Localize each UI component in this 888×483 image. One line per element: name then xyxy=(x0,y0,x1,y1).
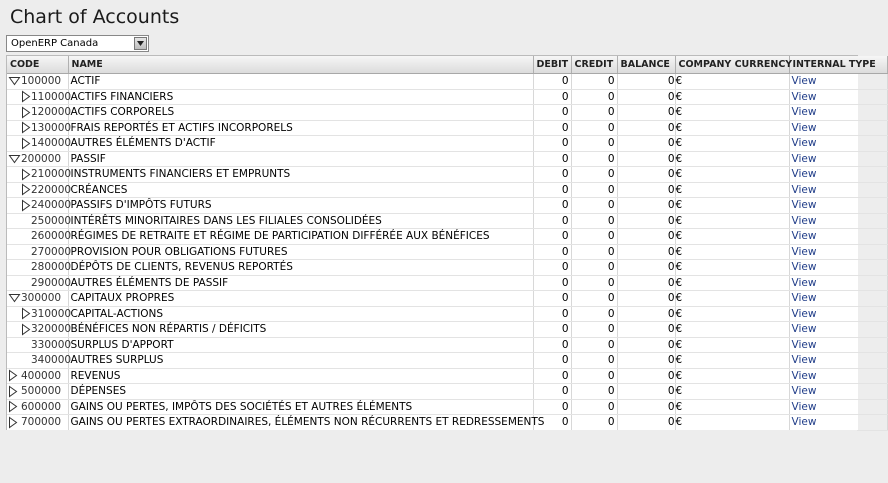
table-row[interactable] xyxy=(7,353,887,369)
company-currency-cell: € xyxy=(675,136,789,152)
account-code: 120000 xyxy=(31,106,72,119)
account-code-cell xyxy=(7,120,72,136)
company-currency-cell: € xyxy=(675,244,789,260)
balance-cell xyxy=(617,337,675,353)
credit-cell: 0 xyxy=(571,229,617,245)
account-code: 270000 xyxy=(31,245,72,258)
table-header-row xyxy=(7,56,887,74)
balance-value: 0 xyxy=(667,121,675,134)
account-code-cell xyxy=(7,322,72,338)
balance-cell xyxy=(617,229,675,245)
balance-value: 0 xyxy=(667,230,675,243)
account-code-cell xyxy=(7,399,68,415)
debit-cell: 0 xyxy=(533,229,571,245)
account-name-cell: GAINS OU PERTES, IMPÔTS DES SOCIÉTÉS ET AUTRES ÉLÉMENTS xyxy=(68,399,533,415)
account-code: 400000 xyxy=(21,369,62,382)
column-header-code[interactable]: CODE xyxy=(7,56,68,74)
debit-cell: 0 xyxy=(533,213,571,229)
company-currency-cell: € xyxy=(675,198,789,214)
account-name-cell: GAINS OU PERTES EXTRAORDINAIRES, ÉLÉMENTS NON RÉCURRENTS ET REDRESSEMENTS xyxy=(68,415,533,431)
debit-cell: 0 xyxy=(533,105,571,121)
account-code: 100000 xyxy=(21,75,62,88)
table-row[interactable] xyxy=(7,136,887,152)
account-code: 110000 xyxy=(31,90,72,103)
table-row[interactable] xyxy=(7,213,887,229)
credit-cell: 0 xyxy=(571,337,617,353)
debit-cell: 0 xyxy=(533,291,571,307)
balance-cell xyxy=(617,74,675,90)
internal-type-cell: View xyxy=(789,136,887,152)
debit-cell: 0 xyxy=(533,368,571,384)
company-currency-cell: € xyxy=(675,384,789,400)
table-row[interactable] xyxy=(7,89,887,105)
internal-type-cell: View xyxy=(789,244,887,260)
account-code-cell xyxy=(7,415,68,431)
debit-cell: 0 xyxy=(533,151,571,167)
debit-cell: 0 xyxy=(533,322,571,338)
account-code: 140000 xyxy=(31,137,72,150)
account-code-cell xyxy=(7,229,72,245)
account-code-cell xyxy=(7,74,68,90)
account-name-cell: INTÉRÊTS MINORITAIRES DANS LES FILIALES CONSOLIDÉES xyxy=(68,213,533,229)
column-header-internal-type[interactable]: INTERNAL TYPE xyxy=(789,56,887,74)
balance-cell xyxy=(617,151,675,167)
account-code: 700000 xyxy=(21,416,62,429)
table-row[interactable] xyxy=(7,260,887,276)
balance-cell xyxy=(617,213,675,229)
balance-cell xyxy=(617,306,675,322)
balance-cell xyxy=(617,353,675,369)
debit-cell: 0 xyxy=(533,120,571,136)
credit-cell: 0 xyxy=(571,384,617,400)
table-row[interactable] xyxy=(7,291,887,307)
accounts-tree-grid xyxy=(6,55,876,431)
account-name-cell: ACTIFS FINANCIERS xyxy=(68,89,533,105)
expand-triangle-icon[interactable] xyxy=(22,138,31,149)
account-code: 330000 xyxy=(31,338,72,351)
internal-type-cell: View xyxy=(789,322,887,338)
internal-type-cell: View xyxy=(789,213,887,229)
expand-triangle-icon[interactable] xyxy=(22,107,31,118)
collapse-triangle-icon[interactable] xyxy=(9,294,21,302)
debit-cell: 0 xyxy=(533,244,571,260)
account-name-cell: INSTRUMENTS FINANCIERS ET EMPRUNTS xyxy=(68,167,533,183)
company-currency-cell: € xyxy=(675,306,789,322)
balance-value: 0 xyxy=(667,90,675,103)
account-name-cell: FRAIS REPORTÉS ET ACTIFS INCORPORELS xyxy=(68,120,533,136)
company-currency-cell: € xyxy=(675,415,789,431)
account-code: 320000 xyxy=(31,323,72,336)
credit-cell: 0 xyxy=(571,213,617,229)
table-row[interactable] xyxy=(7,167,887,183)
table-row[interactable] xyxy=(7,337,887,353)
balance-value: 0 xyxy=(667,276,675,289)
debit-cell: 0 xyxy=(533,167,571,183)
empty-area xyxy=(0,430,857,483)
balance-value: 0 xyxy=(667,106,675,119)
table-row[interactable] xyxy=(7,182,887,198)
credit-cell: 0 xyxy=(571,260,617,276)
balance-cell xyxy=(617,275,675,291)
debit-cell: 0 xyxy=(533,260,571,276)
company-currency-cell: € xyxy=(675,74,789,90)
account-name-cell: PASSIF xyxy=(68,151,533,167)
account-name-cell: SURPLUS D'APPORT xyxy=(68,337,533,353)
page-title: Chart of Accounts xyxy=(10,6,180,28)
company-currency-cell: € xyxy=(675,167,789,183)
balance-value: 0 xyxy=(667,261,675,274)
expand-triangle-icon[interactable] xyxy=(22,308,31,319)
balance-value: 0 xyxy=(667,214,675,227)
balance-value: 0 xyxy=(667,199,675,212)
balance-value: 0 xyxy=(667,183,675,196)
debit-cell: 0 xyxy=(533,384,571,400)
column-header-credit[interactable]: CREDIT xyxy=(571,56,617,74)
balance-value: 0 xyxy=(667,323,675,336)
account-code-cell xyxy=(7,384,68,400)
account-code-cell xyxy=(7,89,72,105)
balance-value: 0 xyxy=(667,168,675,181)
company-currency-cell: € xyxy=(675,291,789,307)
debit-cell: 0 xyxy=(533,306,571,322)
account-name-cell: AUTRES SURPLUS xyxy=(68,353,533,369)
internal-type-cell: View xyxy=(789,198,887,214)
expand-triangle-icon[interactable] xyxy=(22,200,31,211)
account-code: 340000 xyxy=(31,354,72,367)
account-code: 240000 xyxy=(31,199,72,212)
account-code-cell xyxy=(7,353,72,369)
credit-cell: 0 xyxy=(571,244,617,260)
debit-cell: 0 xyxy=(533,337,571,353)
company-currency-cell: € xyxy=(675,89,789,105)
balance-value: 0 xyxy=(667,152,675,165)
company-currency-cell: € xyxy=(675,337,789,353)
account-code-cell xyxy=(7,306,72,322)
table-row[interactable] xyxy=(7,120,887,136)
credit-cell: 0 xyxy=(571,105,617,121)
accounts-table xyxy=(7,56,888,431)
balance-cell xyxy=(617,198,675,214)
balance-cell xyxy=(617,120,675,136)
credit-cell: 0 xyxy=(571,120,617,136)
balance-cell xyxy=(617,322,675,338)
balance-cell xyxy=(617,136,675,152)
company-currency-cell: € xyxy=(675,368,789,384)
company-currency-cell: € xyxy=(675,213,789,229)
balance-value: 0 xyxy=(667,75,675,88)
internal-type-cell: View xyxy=(789,337,887,353)
credit-cell: 0 xyxy=(571,151,617,167)
credit-cell: 0 xyxy=(571,322,617,338)
expand-triangle-icon[interactable] xyxy=(22,169,31,180)
internal-type-cell: View xyxy=(789,151,887,167)
column-header-balance[interactable]: BALANCE xyxy=(617,56,675,74)
expand-triangle-icon[interactable] xyxy=(9,370,21,381)
account-code-cell xyxy=(7,182,72,198)
balance-cell xyxy=(617,244,675,260)
internal-type-cell: View xyxy=(789,415,887,431)
account-code: 300000 xyxy=(21,292,62,305)
account-name-cell: ACTIFS CORPORELS xyxy=(68,105,533,121)
balance-value: 0 xyxy=(667,385,675,398)
balance-value: 0 xyxy=(667,245,675,258)
table-row[interactable] xyxy=(7,151,887,167)
accounts-table-body xyxy=(7,74,887,431)
company-currency-cell: € xyxy=(675,353,789,369)
balance-value: 0 xyxy=(667,292,675,305)
credit-cell: 0 xyxy=(571,353,617,369)
expand-triangle-icon[interactable] xyxy=(22,184,31,195)
account-code: 200000 xyxy=(21,152,62,165)
balance-value: 0 xyxy=(667,369,675,382)
dropdown-arrow-icon[interactable] xyxy=(134,37,147,50)
table-row[interactable] xyxy=(7,74,887,90)
account-code: 290000 xyxy=(31,276,72,289)
account-name-cell: RÉGIMES DE RETRAITE ET RÉGIME DE PARTICIPATION DIFFÉRÉE AUX BÉNÉFICES xyxy=(68,229,533,245)
debit-cell: 0 xyxy=(533,74,571,90)
table-row[interactable] xyxy=(7,384,887,400)
company-currency-cell: € xyxy=(675,260,789,276)
company-currency-cell: € xyxy=(675,399,789,415)
balance-value: 0 xyxy=(667,338,675,351)
company-currency-cell: € xyxy=(675,322,789,338)
account-name-cell: ACTIF xyxy=(68,74,533,90)
expand-triangle-icon[interactable] xyxy=(22,122,31,133)
balance-cell xyxy=(617,260,675,276)
internal-type-cell: View xyxy=(789,167,887,183)
account-code-cell xyxy=(7,260,72,276)
account-code: 250000 xyxy=(31,214,72,227)
expand-triangle-icon[interactable] xyxy=(22,91,31,102)
debit-cell: 0 xyxy=(533,89,571,105)
company-currency-cell: € xyxy=(675,120,789,136)
table-row[interactable] xyxy=(7,244,887,260)
balance-value: 0 xyxy=(667,416,675,429)
balance-cell xyxy=(617,368,675,384)
table-row[interactable] xyxy=(7,275,887,291)
account-code: 260000 xyxy=(31,230,72,243)
balance-value: 0 xyxy=(667,137,675,150)
company-select-value: OpenERP Canada xyxy=(11,38,99,49)
internal-type-cell: View xyxy=(789,120,887,136)
internal-type-cell: View xyxy=(789,105,887,121)
table-row[interactable] xyxy=(7,399,887,415)
company-currency-cell: € xyxy=(675,182,789,198)
account-code-cell xyxy=(7,105,72,121)
account-code: 310000 xyxy=(31,307,72,320)
internal-type-cell: View xyxy=(789,291,887,307)
credit-cell: 0 xyxy=(571,415,617,431)
account-code-cell xyxy=(7,244,72,260)
internal-type-cell: View xyxy=(789,384,887,400)
balance-cell xyxy=(617,89,675,105)
credit-cell: 0 xyxy=(571,167,617,183)
account-name-cell: CAPITAL-ACTIONS xyxy=(68,306,533,322)
expand-triangle-icon[interactable] xyxy=(9,386,21,397)
expand-triangle-icon[interactable] xyxy=(22,324,31,335)
company-currency-cell: € xyxy=(675,229,789,245)
account-code-cell xyxy=(7,275,72,291)
table-row[interactable] xyxy=(7,306,887,322)
account-name-cell: DÉPÔTS DE CLIENTS, REVENUS REPORTÉS xyxy=(68,260,533,276)
account-name-cell: REVENUS xyxy=(68,368,533,384)
table-row[interactable] xyxy=(7,322,887,338)
table-row[interactable] xyxy=(7,368,887,384)
account-name-cell: PROVISION POUR OBLIGATIONS FUTURES xyxy=(68,244,533,260)
debit-cell: 0 xyxy=(533,198,571,214)
account-code-cell xyxy=(7,167,72,183)
account-code-cell xyxy=(7,368,68,384)
balance-value: 0 xyxy=(667,307,675,320)
internal-type-cell: View xyxy=(789,353,887,369)
account-code-cell xyxy=(7,198,72,214)
balance-cell xyxy=(617,167,675,183)
expand-triangle-icon[interactable] xyxy=(9,417,21,428)
credit-cell: 0 xyxy=(571,74,617,90)
company-currency-cell: € xyxy=(675,151,789,167)
table-row[interactable] xyxy=(7,229,887,245)
credit-cell: 0 xyxy=(571,306,617,322)
credit-cell: 0 xyxy=(571,399,617,415)
internal-type-cell: View xyxy=(789,74,887,90)
account-code-cell xyxy=(7,151,68,167)
balance-value: 0 xyxy=(667,354,675,367)
internal-type-cell: View xyxy=(789,275,887,291)
account-code-cell xyxy=(7,337,72,353)
account-code-cell xyxy=(7,291,68,307)
column-header-debit[interactable]: DEBIT xyxy=(533,56,571,74)
balance-cell xyxy=(617,182,675,198)
balance-cell xyxy=(617,291,675,307)
credit-cell: 0 xyxy=(571,136,617,152)
debit-cell: 0 xyxy=(533,353,571,369)
balance-cell xyxy=(617,384,675,400)
debit-cell: 0 xyxy=(533,415,571,431)
internal-type-cell: View xyxy=(789,229,887,245)
balance-value: 0 xyxy=(667,400,675,413)
credit-cell: 0 xyxy=(571,275,617,291)
company-select[interactable] xyxy=(6,35,149,52)
account-code: 130000 xyxy=(31,121,72,134)
credit-cell: 0 xyxy=(571,368,617,384)
internal-type-cell: View xyxy=(789,182,887,198)
account-code: 280000 xyxy=(31,261,72,274)
balance-cell xyxy=(617,105,675,121)
collapse-triangle-icon[interactable] xyxy=(9,155,21,163)
internal-type-cell: View xyxy=(789,399,887,415)
account-code-cell xyxy=(7,213,72,229)
account-name-cell: DÉPENSES xyxy=(68,384,533,400)
account-name-cell: CAPITAUX PROPRES xyxy=(68,291,533,307)
company-currency-cell: € xyxy=(675,105,789,121)
internal-type-cell: View xyxy=(789,306,887,322)
internal-type-cell: View xyxy=(789,260,887,276)
account-code: 500000 xyxy=(21,385,62,398)
expand-triangle-icon[interactable] xyxy=(9,401,21,412)
account-name-cell: PASSIFS D'IMPÔTS FUTURS xyxy=(68,198,533,214)
credit-cell: 0 xyxy=(571,291,617,307)
account-name-cell: CRÉANCES xyxy=(68,182,533,198)
internal-type-cell: View xyxy=(789,368,887,384)
collapse-triangle-icon[interactable] xyxy=(9,77,21,85)
credit-cell: 0 xyxy=(571,182,617,198)
account-name-cell: BÉNÉFICES NON RÉPARTIS / DÉFICITS xyxy=(68,322,533,338)
balance-cell xyxy=(617,415,675,431)
balance-cell xyxy=(617,399,675,415)
table-row[interactable] xyxy=(7,105,887,121)
debit-cell: 0 xyxy=(533,182,571,198)
credit-cell: 0 xyxy=(571,89,617,105)
account-name-cell: AUTRES ÉLÉMENTS D'ACTIF xyxy=(68,136,533,152)
account-name-cell: AUTRES ÉLÉMENTS DE PASSIF xyxy=(68,275,533,291)
company-currency-cell: € xyxy=(675,275,789,291)
account-code: 600000 xyxy=(21,400,62,413)
debit-cell: 0 xyxy=(533,399,571,415)
debit-cell: 0 xyxy=(533,136,571,152)
account-code: 220000 xyxy=(31,183,72,196)
table-row[interactable] xyxy=(7,415,887,431)
column-header-name[interactable]: NAME xyxy=(68,56,533,74)
column-header-company-currency[interactable]: COMPANY CURRENCY xyxy=(675,56,789,74)
debit-cell: 0 xyxy=(533,275,571,291)
internal-type-cell: View xyxy=(789,89,887,105)
credit-cell: 0 xyxy=(571,198,617,214)
account-code-cell xyxy=(7,136,72,152)
account-code: 210000 xyxy=(31,168,72,181)
table-row[interactable] xyxy=(7,198,887,214)
